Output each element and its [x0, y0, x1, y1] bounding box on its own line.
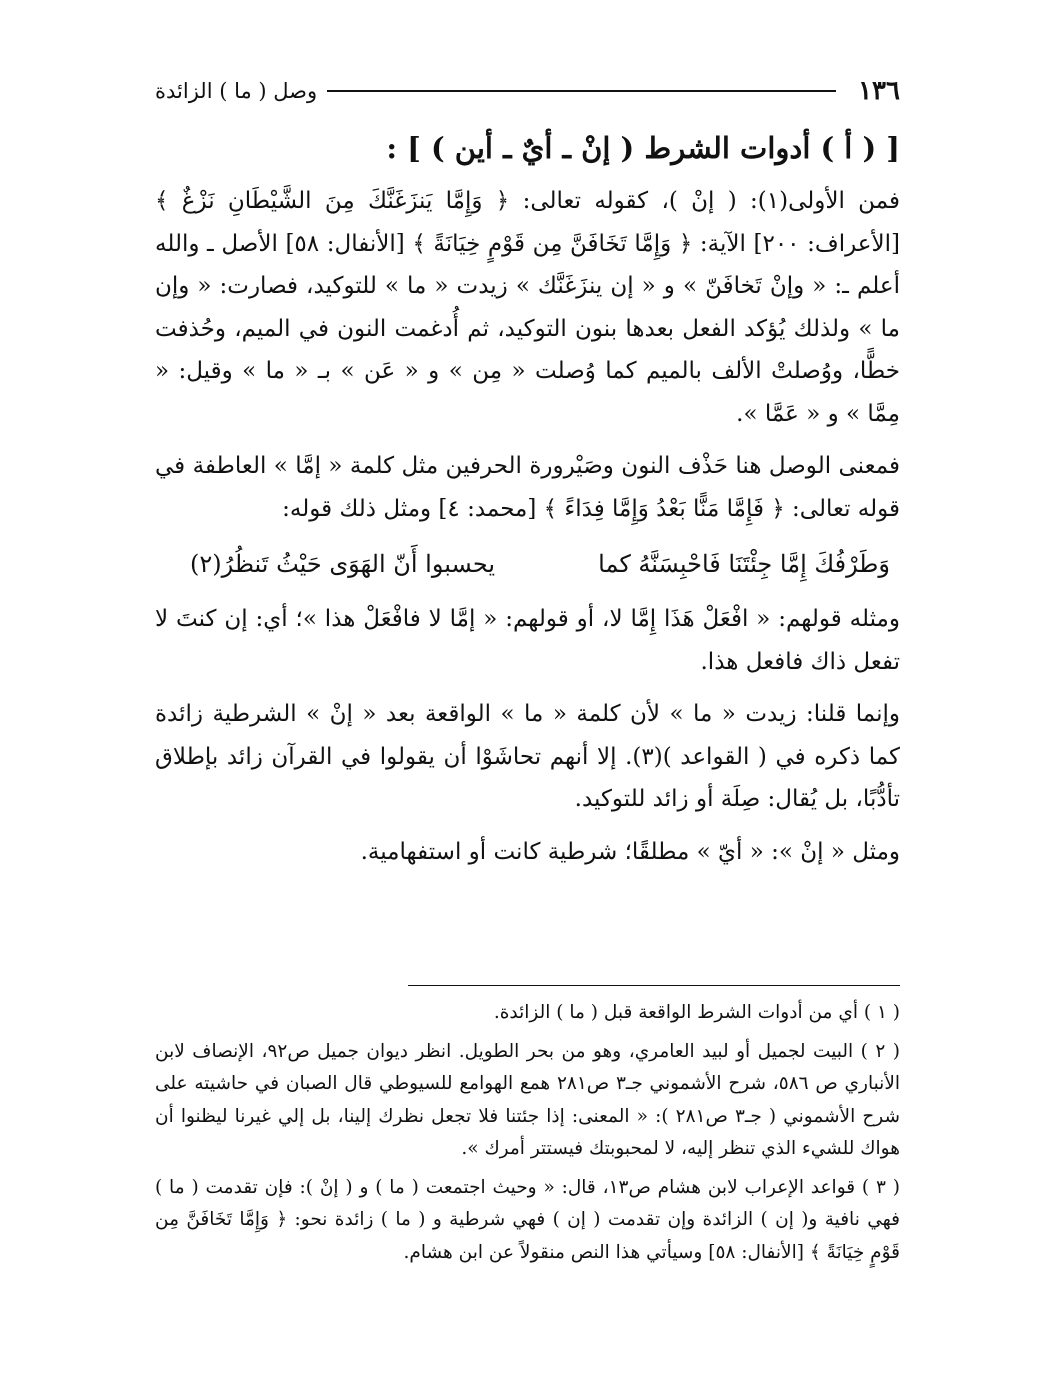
footnotes — [155, 997, 900, 1275]
footnote: ( ١ ) أي من أدوات الشرط الواقعة قبل ( ما ) الزائدة. — [493, 1002, 900, 1023]
section-heading: [ ( أ ) أدوات الشرط ( إنْ ـ أيٌ ـ أين ) ] : — [386, 131, 900, 165]
verse-second-hemistich: يحسبوا أَنّ الهَوَى حَيْثُ تَنظُرُ(٢) — [190, 550, 496, 578]
page-header — [155, 74, 900, 108]
footnote: ( ٢ ) البيت لجميل أو لبيد العامري، وهو من بحر الطويل. انظر ديوان جميل ص٩٢، الإنصاف لابن الأنباري ص ٥٨٦، شرح الأشموني جـ٣ ص٢٨١ همع الهوامع للسيوطي قال الصبان في حاشيته على شرح الأشموني ( جـ٣ ص٢٨١ ): « المعنى: إذا جئتنا فلا تجعل نظرك إلينا، بل إلي غيرنا ليظنوا أن هواك للشيء الذي تنظر إليه، لا لمحبوبتك فيستتر أمرك ». — [155, 1040, 901, 1159]
main-text — [155, 124, 900, 883]
paragraph: فمن الأولى(١): ( إنْ )، كقوله تعالى: ﴿ وَإِمَّا يَنزَغَنَّكَ مِنَ الشَّيْطَانِ نَزْغٌ ﴾ [الأعراف: ٢٠٠] الآية: ﴿ وَإِمَّا تَخَافَنَّ مِن قَوْمٍ خِيَانَةً ﴾ [الأنفال: ٥٨] الأصل ـ والله أعلم ـ: « وإنْ تَخافَنّ » و « إن ينزَغَنَّك » زيدت « ما » للتوكيد، فصارت: « وإن ما » ولذلك يُؤكد الفعل بعدها بنون التوكيد، ثم أُدغمت النون في الميم، وحُذفت خطًّا، ووُصلتْ الألف بالميم كما وُصلت « مِن » و « عَن » بـ « ما » وقيل: « مِمَّا » و « عَمَّا ». — [155, 188, 901, 427]
running-title: وصل ( ما ) الزائدة — [155, 79, 318, 103]
paragraph: ومثله قولهم: « افْعَلْ هَذَا إِمَّا لا، أو قولهم: « إمَّا لا فافْعَلْ هذا »؛ أي: إن كنتَ لا تفعل ذاك فافعل هذا. — [155, 606, 900, 675]
page-number: ١٣٦ — [858, 76, 900, 106]
paragraph: ومثل « إنْ »: « أيّ » مطلقًا؛ شرطية كانت أو استفهامية. — [360, 838, 900, 865]
poetry-verse — [155, 540, 900, 588]
footnote-separator — [408, 985, 900, 986]
verse-first-hemistich: وَطَرْفُكَ إِمَّا جِئْتَنَا فَاحْبِسَنَّهُ كما — [598, 550, 890, 578]
paragraph: وإنما قلنا: زيدت « ما » لأن كلمة « ما » الواقعة بعد « إنْ » الشرطية زائدة كما ذكره في ( القواعد )(٣). إلا أنهم تحاشَوْا أن يقولوا في القرآن زائد بإطلاق تأدُّبًا، بل يُقال: صِلَة أو زائد للتوكيد. — [155, 701, 900, 812]
header-rule — [327, 90, 836, 92]
paragraph: فمعنى الوصل هنا حَذْف النون وصَيْرورة الحرفين مثل كلمة « إمَّا » العاطفة في قوله تعالى: ﴿ فَإِمَّا مَنًّا بَعْدُ وَإِمَّا فِدَاءً ﴾ [محمد: ٤] ومثل ذلك قوله: — [155, 453, 900, 522]
footnote: ( ٣ ) قواعد الإعراب لابن هشام ص١٣، قال: « وحيث اجتمعت ( ما ) و ( إنْ ): فإن تقدمت ( ما ) فهي نافية و( إن ) الزائدة وإن تقدمت ( إن ) فهي شرطية و ( ما ) زائدة نحو: ﴿ وَإِمَّا تَخَافَنَّ مِن قَوْمٍ خِيَانَةً ﴾ [الأنفال: ٥٨] وسيأتي هذا النص منقولاً عن ابن هشام. — [155, 1176, 900, 1263]
